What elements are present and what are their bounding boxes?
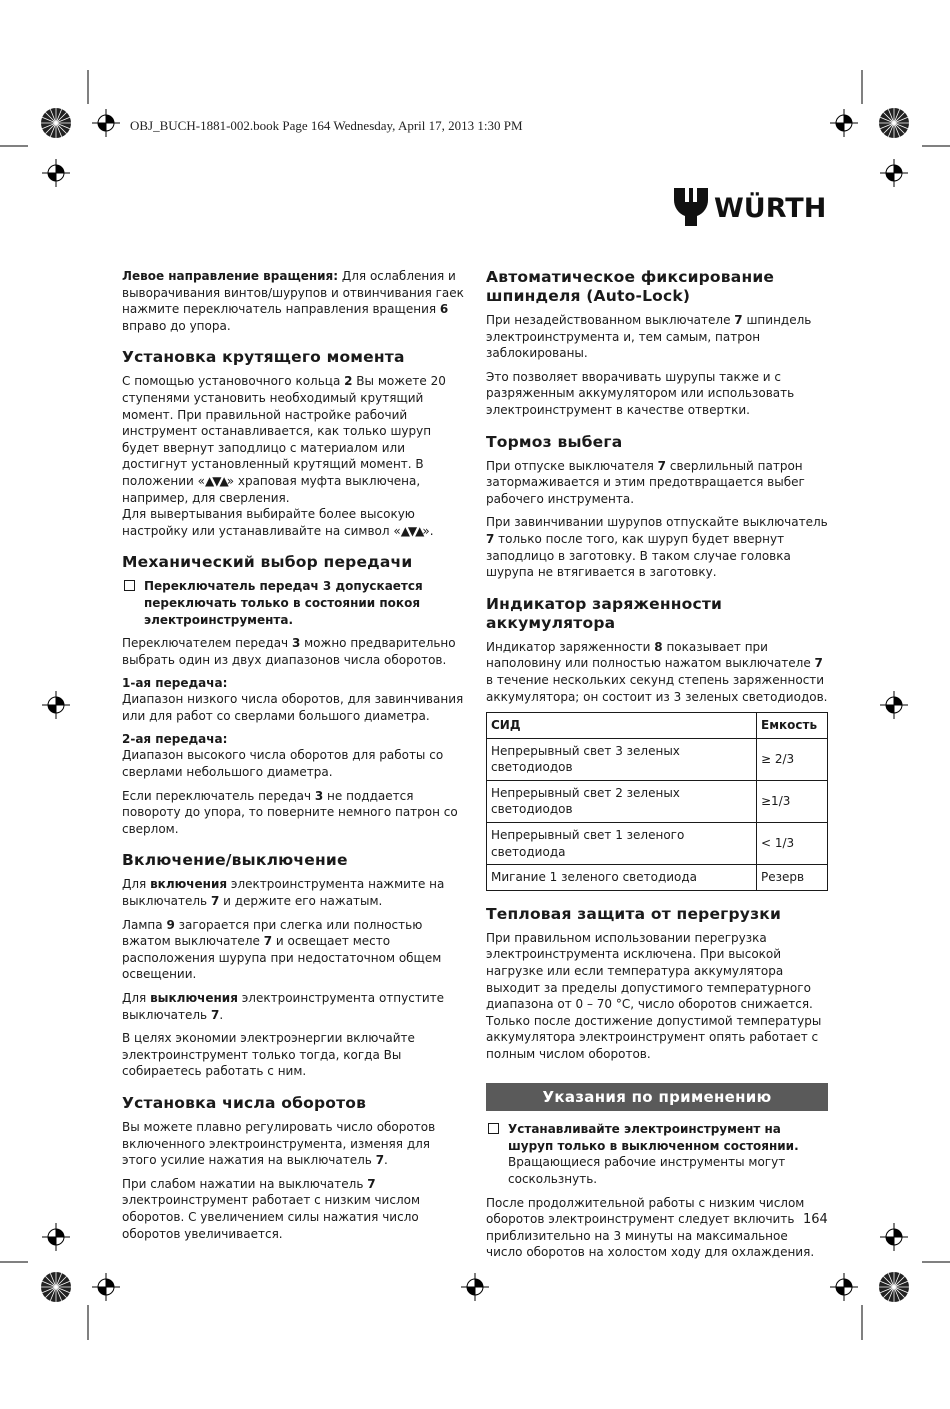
wurth-logo-text: WÜRTH — [714, 193, 827, 224]
heading-thermal-protection: Тепловая защита от перегрузки — [486, 904, 782, 923]
heading-torque: Установка крутящего момента — [122, 348, 405, 367]
paragraph-gear-1-desc: Диапазон низкого числа оборотов, для завинчивания или для работ со сверлами большого диаметра. — [122, 692, 464, 723]
usage-tip-bullet: Устанавливайте электроинструмент на шуруп только в выключенном состоянии. Вращающиеся рабочие инструменты могут соскользнуть. — [486, 1121, 828, 1187]
paragraph-left-rotation: Левое направление вращения: Для ослабления и выворачивания винтов/шурупов и отвинчивания гаек нажмите переключатель направления вращения 6 вправо до упора. — [122, 269, 464, 333]
heading-gear-2: 2-ая передача: — [122, 732, 228, 747]
print-header-line: OBJ_BUCH-1881-002.book Page 164 Wednesday, April 17, 2013 1:30 PM — [130, 118, 523, 133]
heading-charge-indicator: Индикатор заряженности аккумулятора — [486, 594, 723, 632]
paragraph-brake-1: При отпуске выключателя 7 сверлильный патрон затормаживается и этим предотвращается выбег рабочего инструмента. — [486, 458, 805, 506]
wurth-logo — [672, 186, 832, 232]
table-row — [487, 738, 828, 780]
heading-gear-1: 1-ая передача: — [122, 676, 228, 691]
table-cell-led: Непрерывный свет 3 зеленых светодиодов — [487, 738, 757, 780]
drill-symbol-icon: ▲▼▲ — [400, 523, 423, 538]
table-row — [487, 823, 828, 865]
table-cell-led: Непрерывный свет 1 зеленого светодиода — [487, 823, 757, 865]
table-row — [487, 780, 828, 822]
paragraph-torque-1: С помощью установочного кольца 2 Вы можете 20 ступенями установить необходимый крутящий момент. При правильной настройке рабочий инструмент останавливается, как только шуруп будет ввернут заподлицо с материалом или достигнут установленный крутящий момент. В положении «▲▼▲» храповая муфта выключена, например, для сверления. Для вывертывания выбирайте более высокую настройку или устанавливайте на символ «▲▼▲». — [122, 374, 446, 538]
paragraph-lock-2: Это позволяет вворачивать шурупы также и с разряженным аккумулятором или использовать электроинструмент в качестве отвертки. — [486, 369, 795, 417]
paragraph-on-4: В целях экономии электроэнергии включайте электроинструмент только тогда, когда Вы собираетесь работать с ним. — [122, 1031, 415, 1079]
left-column — [122, 268, 464, 1249]
paragraph-brake-2: При завинчивании шурупов отпускайте выключатель 7 только после того, как шуруп будет ввернут заподлицо в заготовку. В таком случае головка шурупа не втягивается в заготовку. — [486, 515, 828, 580]
page-number: 164 — [803, 1212, 828, 1227]
table-header-led: СИД — [487, 713, 757, 739]
gear-warning-bullet: Переключатель передач 3 допускается переключать только в состоянии покоя электроинструмента. — [122, 578, 464, 628]
paragraph-charge-1: Индикатор заряженности 8 показывает при наполовину или полностью нажатом выключателе 7 в течение нескольких секунд степень заряженности аккумулятора; он состоит из 3 зеленых светодиодов. — [486, 639, 828, 704]
paragraph-thermal-1: При правильном использовании перегрузка электроинструмента исключена. При высокой нагрузке или если температура аккумулятора выходит за пределы допустимого температурного диапазона от 0 – 70 °C, число оборотов снижается. Только после достижение допустимой температуры аккумулятора электроинструмент опять работает с полным числом оборотов. — [486, 930, 822, 1061]
checkbox-bullet-icon — [124, 580, 135, 591]
paragraph-on-3: Для выключения электроинструмента отпустите выключатель 7. — [122, 991, 444, 1022]
drill-symbol-icon: ▲▼▲ — [205, 473, 227, 488]
paragraph-usage-2: После продолжительной работы с низким числом оборотов электроинструмент следует включить приблизительно на 3 минуты на максимальное число оборотов на холостом ходу для охлаждения. — [486, 1195, 815, 1260]
heading-speed: Установка числа оборотов — [122, 1093, 367, 1112]
paragraph-on-2: Лампа 9 загорается при слегка или полностью вжатом выключателе 7 и освещает место расположения шурупа при недостаточном общем освещении. — [122, 917, 442, 982]
right-column — [486, 268, 828, 1268]
table-cell-capacity: < 1/3 — [757, 823, 828, 865]
table-row — [487, 865, 828, 891]
paragraph-gear-1: Переключателем передач 3 можно предварительно выбрать один из двух диапазонов числа оборотов. — [122, 636, 456, 667]
paragraph-gear-3: Если переключатель передач 3 не поддается повороту до упора, то поверните немного патрон со сверлом. — [122, 788, 458, 836]
charge-table — [486, 712, 828, 891]
section-banner-usage-tips: Указания по применению — [486, 1083, 828, 1112]
table-cell-capacity: Резерв — [757, 865, 828, 891]
paragraph-speed-1: Вы можете плавно регулировать число оборотов включенного электроинструмента, изменяя для этого усилие нажатия на выключатель 7. — [122, 1119, 436, 1168]
table-cell-capacity: ≥1/3 — [757, 780, 828, 822]
heading-gear-selection: Механический выбор передачи — [122, 553, 413, 572]
table-cell-led: Мигание 1 зеленого светодиода — [487, 865, 757, 891]
heading-brake: Тормоз выбега — [486, 432, 623, 451]
paragraph-on-1: Для включения электроинструмента нажмите на выключатель 7 и держите его нажатым. — [122, 877, 445, 909]
table-cell-capacity: ≥ 2/3 — [757, 738, 828, 780]
heading-auto-lock: Автоматическое фиксирование шпинделя (Auto-Lock) — [486, 268, 775, 305]
table-header-row — [487, 713, 828, 739]
heading-on-off: Включение/выключение — [122, 851, 348, 870]
paragraph-gear-2-desc: Диапазон высокого числа оборотов для работы со сверлами небольшого диаметра. — [122, 748, 444, 780]
checkbox-bullet-icon — [488, 1123, 499, 1134]
table-header-capacity: Емкость — [757, 713, 828, 739]
paragraph-speed-2: При слабом нажатии на выключатель 7 электроинструмент работает с низким числом оборотов. С увеличением силы нажатия число оборотов увеличивается. — [122, 1176, 421, 1241]
paragraph-lock-1: При незадействованном выключателе 7 шпиндель электроинструмента и, тем самым, патрон заблокированы. — [486, 313, 812, 361]
table-cell-led: Непрерывный свет 2 зеленых светодиодов — [487, 780, 757, 822]
